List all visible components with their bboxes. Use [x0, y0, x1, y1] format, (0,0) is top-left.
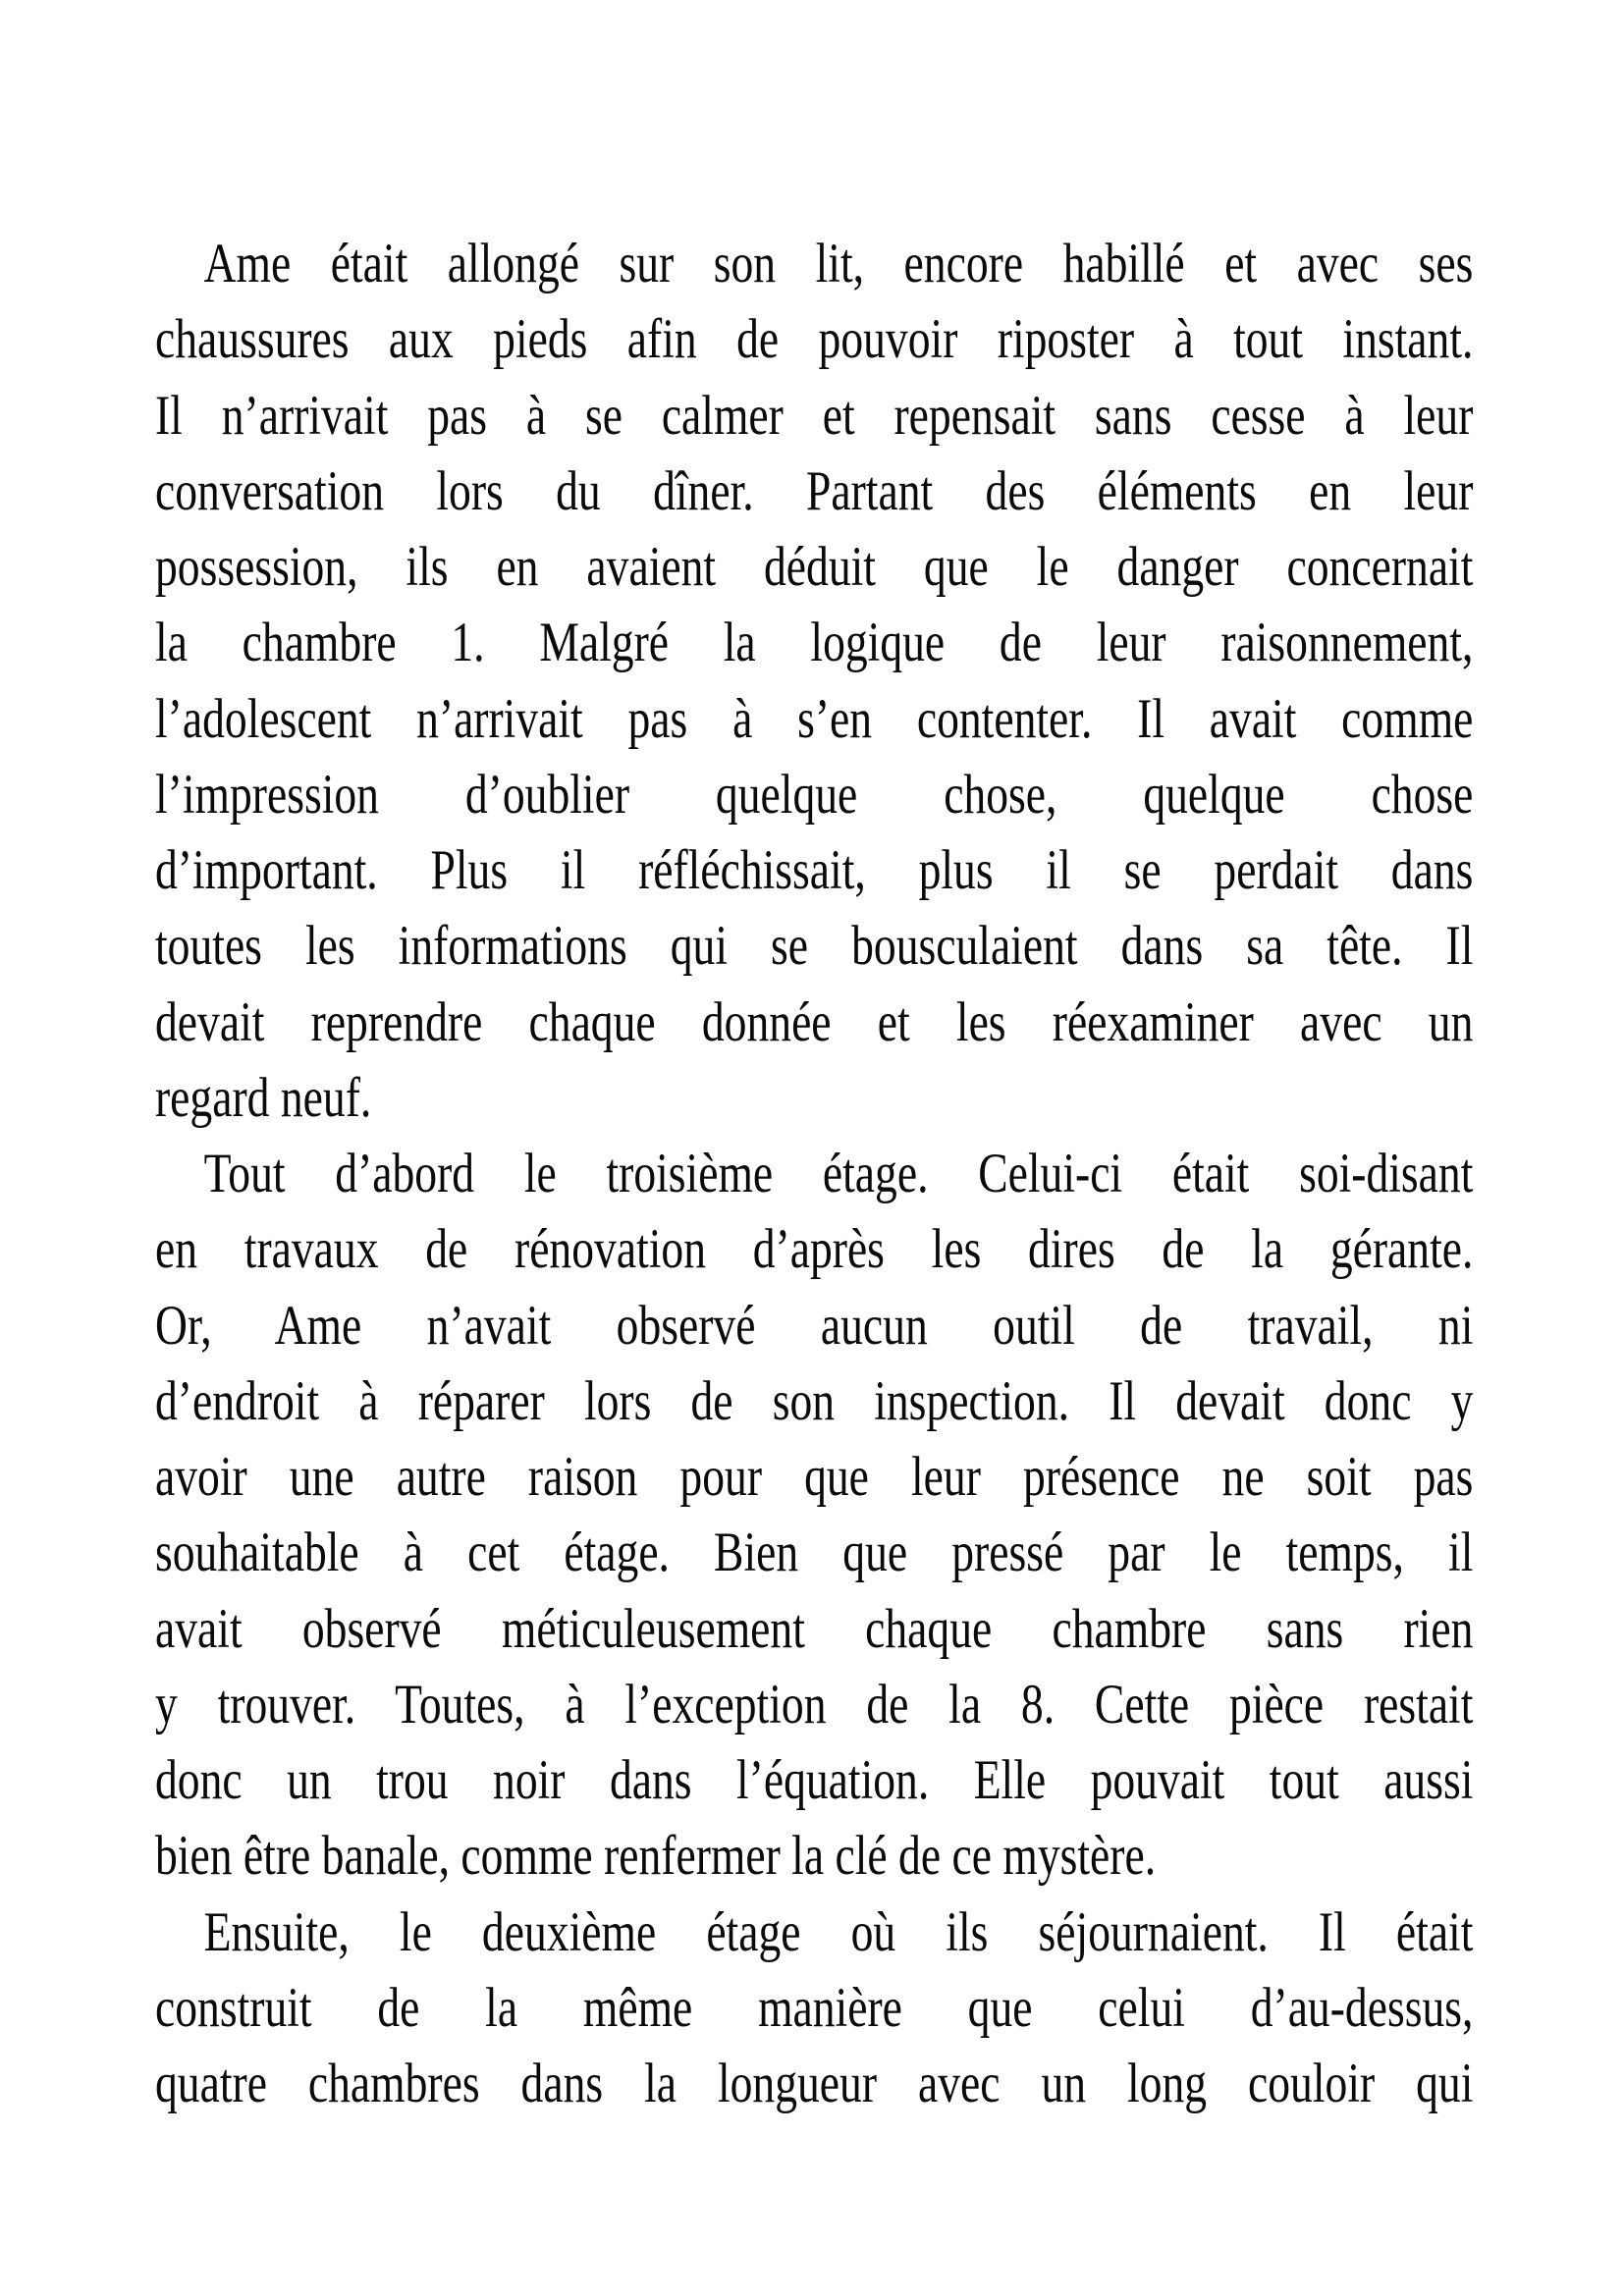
text-line: avoir une autre raison pour que leur présence ne soit pas: [155, 1446, 1474, 1508]
text-line: possession, ils en avaient déduit que le danger concernait: [155, 536, 1474, 598]
text-line: quatre chambres dans la longueur avec un long couloir qui: [155, 2053, 1474, 2114]
text-line: Ame était allongé sur son lit, encore habillé et avec ses: [203, 233, 1474, 294]
text-line: d’endroit à réparer lors de son inspection. Il devait donc y: [155, 1369, 1474, 1432]
text-line: conversation lors du dîner. Partant des éléments en leur: [155, 459, 1474, 522]
text-line: en travaux de rénovation d’après les dires de la gérante.: [155, 1218, 1474, 1281]
text-line: regard neuf.: [155, 1066, 372, 1129]
text-line: souhaitable à cet étage. Bien que pressé par le temps, il: [155, 1522, 1474, 1584]
paragraph: [155, 1895, 1473, 2122]
text-line: Il n’arrivait pas à se calmer et repensait sans cesse à leur: [155, 384, 1474, 447]
text-line: Ensuite, le deuxième étage où ils séjournaient. Il était: [203, 1900, 1474, 1963]
text-line: toutes les informations qui se bousculaient dans sa tête. Il: [155, 915, 1474, 978]
text-line: construit de la même manière que celui d’au-dessus,: [155, 1976, 1474, 2039]
text-line: Or, Ame n’avait observé aucun outil de travail, ni: [155, 1294, 1474, 1357]
text-line: Tout d’abord le troisième étage. Celui-ci était soi-disant: [203, 1143, 1474, 1204]
text-line: l’adolescent n’arrivait pas à s’en contenter. Il avait comme: [155, 687, 1474, 750]
text-line: chaussures aux pieds afin de pouvoir riposter à tout instant.: [155, 308, 1474, 371]
text-line: la chambre 1. Malgré la logique de leur raisonnement,: [155, 612, 1474, 674]
text-line: l’impression d’oublier quelque chose, quelque chose: [155, 763, 1474, 826]
text-line: d’important. Plus il réfléchissait, plus il se perdait dans: [155, 839, 1474, 901]
text-line: avait observé méticuleusement chaque chambre sans rien: [155, 1597, 1474, 1660]
body-text: [155, 226, 1473, 2121]
text-line: devait reprendre chaque donnée et les réexaminer avec un: [155, 990, 1474, 1053]
text-line: donc un trou noir dans l’équation. Elle pouvait tout aussi: [155, 1749, 1474, 1811]
paragraph: [155, 1136, 1473, 1895]
paragraph: [155, 226, 1473, 1136]
text-line: bien être banale, comme renfermer la clé de ce mystère.: [155, 1825, 1157, 1888]
text-line: y trouver. Toutes, à l’exception de la 8. Cette pièce restait: [155, 1673, 1474, 1735]
